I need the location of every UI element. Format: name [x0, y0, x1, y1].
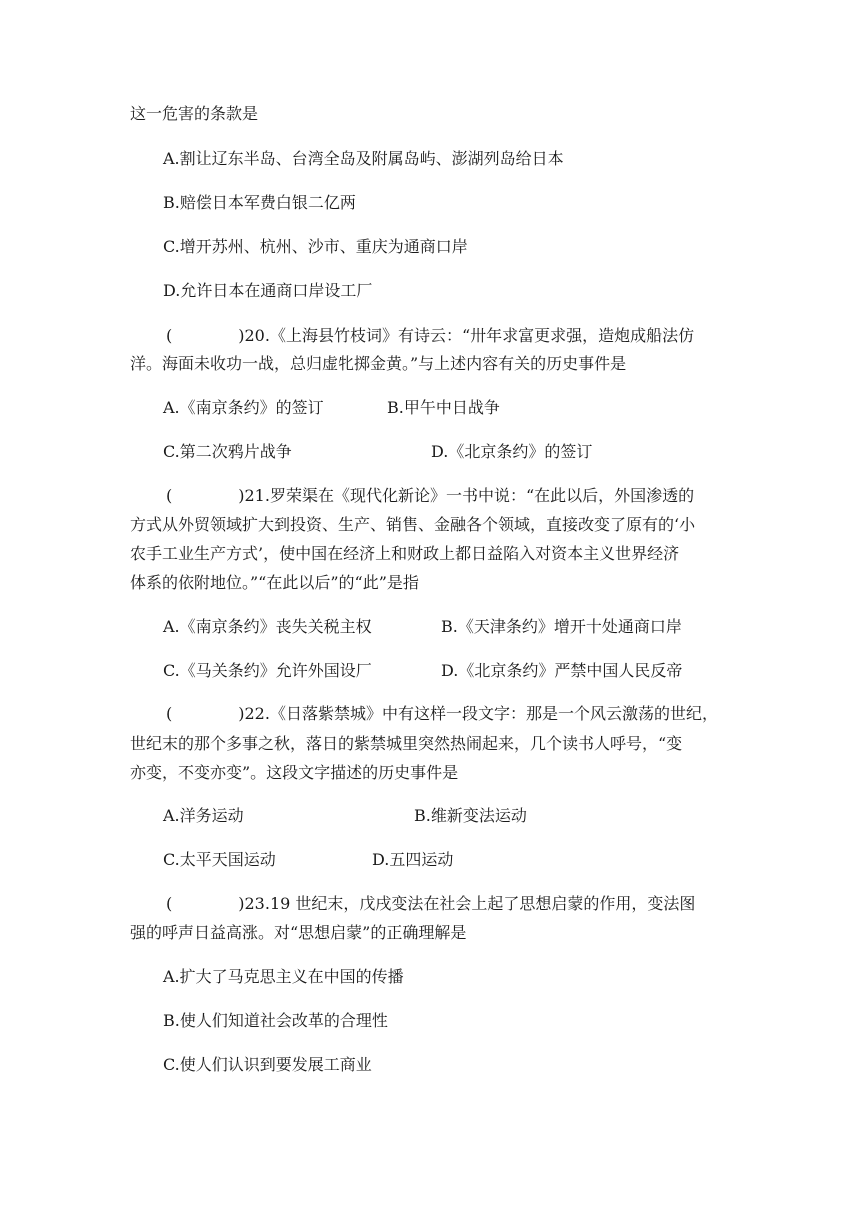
- q21-stem-part-1: 21.罗荣渠在《现代化新论》一书中说：“在此以后，外国渗透的: [244, 486, 695, 505]
- q20-answer-paren-open: (: [166, 326, 173, 345]
- q22-answer-paren-close: ): [238, 704, 245, 723]
- q22-option-d: D.五四运动: [372, 850, 454, 869]
- q23-option-a: A.扩大了马克思主义在中国的传播: [163, 967, 404, 986]
- q19-option-a: A.割让辽东半岛、台湾全岛及附属岛屿、澎湖列岛给日本: [163, 149, 564, 168]
- q20-stem-part-1: 20.《上海县竹枝词》有诗云：“卅年求富更求强，造炮成船法仿: [244, 326, 695, 345]
- q19-option-c: C.增开苏州、杭州、沙市、重庆为通商口岸: [163, 237, 468, 256]
- q19-stem-tail: 这一危害的条款是: [130, 104, 259, 123]
- q21-line-1: [166, 485, 694, 507]
- q20-line-2: 洋。海面未收功一战，总归虚牝掷金黄。”与上述内容有关的历史事件是: [130, 354, 627, 373]
- q21-line-4: 体系的依附地位。”“在此以后”的“此”是指: [130, 573, 419, 592]
- q23-option-c: C.使人们认识到要发展工商业: [163, 1055, 372, 1074]
- q22-option-a: A.洋务运动: [163, 806, 244, 825]
- q21-line-2: 方式从外贸领域扩大到投资、生产、销售、金融各个领域，直接改变了原有的‘小: [130, 515, 696, 534]
- q23-option-b: B.使人们知道社会改革的合理性: [163, 1011, 388, 1030]
- q22-stem-part-1: 22.《日落紫禁城》中有这样一段文字：那是一个风云激荡的世纪，: [244, 704, 718, 723]
- q21-line-3: 农手工业生产方式’，使中国在经济上和财政上都日益陷入对资本主义世界经济: [130, 544, 680, 563]
- q22-option-b: B.维新变法运动: [414, 806, 527, 825]
- q22-line-2: 世纪末的那个多事之秋，落日的紫禁城里突然热闹起来，几个读书人呼号，“变: [130, 734, 683, 753]
- q20-option-b: B.甲午中日战争: [387, 398, 500, 417]
- q22-line-1: [166, 703, 718, 725]
- q21-answer-paren-close: ): [238, 486, 245, 505]
- q19-option-b: B.赔偿日本军费白银二亿两: [163, 193, 356, 212]
- q21-option-c: C.《马关条约》允许外国设厂: [163, 661, 372, 680]
- q23-line-2: 强的呼声日益高涨。对“思想启蒙”的正确理解是: [130, 923, 467, 942]
- q20-answer-paren-close: ): [238, 326, 245, 345]
- q22-answer-paren-open: (: [166, 704, 173, 723]
- q21-option-b: B.《天津条约》增开十处通商口岸: [441, 617, 682, 636]
- q20-option-c: C.第二次鸦片战争: [163, 442, 292, 461]
- q20-line-1: [166, 325, 694, 347]
- q21-answer-paren-open: (: [166, 486, 173, 505]
- q22-line-3: 亦变，不变亦变”。这段文字描述的历史事件是: [130, 763, 459, 782]
- q23-answer-paren-close: ): [238, 894, 245, 913]
- q21-option-a: A.《南京条约》丧失关税主权: [163, 617, 372, 636]
- q20-option-d: D.《北京条约》的签订: [431, 442, 593, 461]
- q22-option-c: C.太平天国运动: [163, 850, 276, 869]
- q19-option-d: D.允许日本在通商口岸设工厂: [163, 281, 373, 300]
- q20-option-a: A.《南京条约》的签订: [163, 398, 324, 417]
- q23-line-1: [166, 893, 695, 915]
- q21-option-d: D.《北京条约》严禁中国人民反帝: [441, 661, 683, 680]
- q23-answer-paren-open: (: [166, 894, 173, 913]
- q23-stem-part-1: 23.19 世纪末，戊戌变法在社会上起了思想启蒙的作用，变法图: [244, 894, 696, 913]
